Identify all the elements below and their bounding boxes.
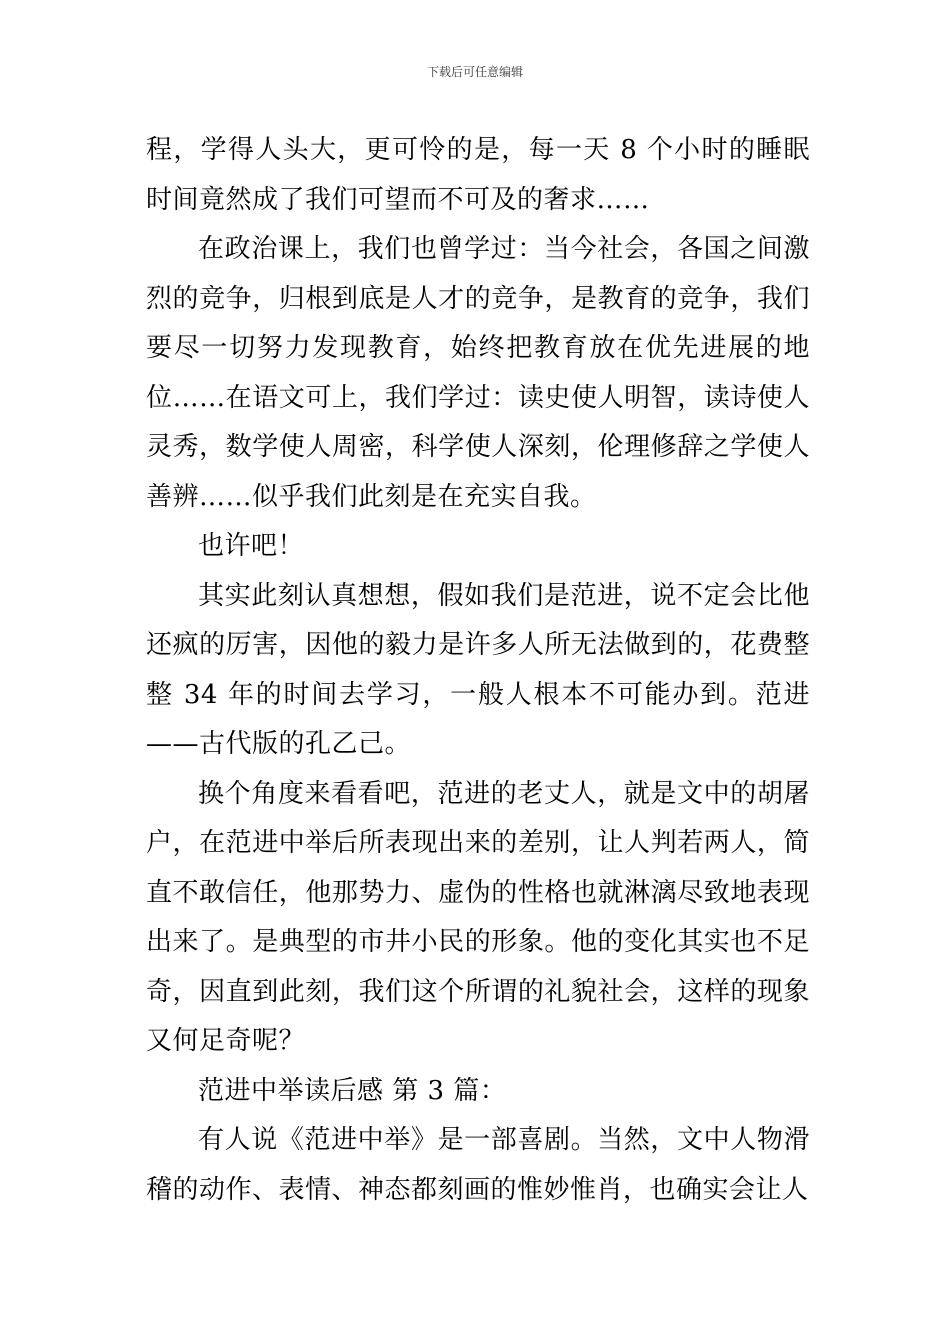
paragraph-4: 其实此刻认真想想，假如我们是范进，说不定会比他还疯的厉害，因他的毅力是许多人所无法做到的，花费整整 34 年的时间去学习，一般人根本不可能办到。范进——古代版的孔乙己。 [146,580,810,759]
section-heading: 范进中举读后感 第 3 篇： [198,1075,507,1106]
paragraph-2: 在政治课上，我们也曾学过：当今社会，各国之间激烈的竞争，归根到底是人才的竞争，是教育的竞争，我们要尽一切努力发现教育，始终把教育放在优先进展的地位……在语文可上，我们学过：读史使人明智，读诗使人灵秀，数学使人周密，科学使人深刻，伦理修辞之学使人善辨……似乎我们此刻是在充实自我。 [146,234,810,512]
paragraph-5: 换个角度来看看吧，范进的老丈人，就是文中的胡屠户，在范进中举后所表现出来的差别，让人判若两人，简直不敢信任，他那势力、虚伪的性格也就淋漓尽致地表现出来了。是典型的市井小民的形象。他的变化其实也不足奇，因直到此刻，我们这个所谓的礼貌社会，这样的现象又何足奇呢？ [146,778,810,1056]
document-body [146,126,810,1215]
header-note: 下载后可任意编辑 [426,65,523,79]
paragraph-6: 有人说《范进中举》是一部喜剧。当然，文中人物滑稽的动作、表情、神态都刻画的惟妙惟肖，也确实会让人 [146,1125,810,1205]
paragraph-1: 程，学得人头大，更可怜的是，每一天 8 个小时的睡眠时间竟然成了我们可望而不可及的奢求…… [146,135,810,215]
paragraph-3: 也许吧！ [198,531,305,561]
